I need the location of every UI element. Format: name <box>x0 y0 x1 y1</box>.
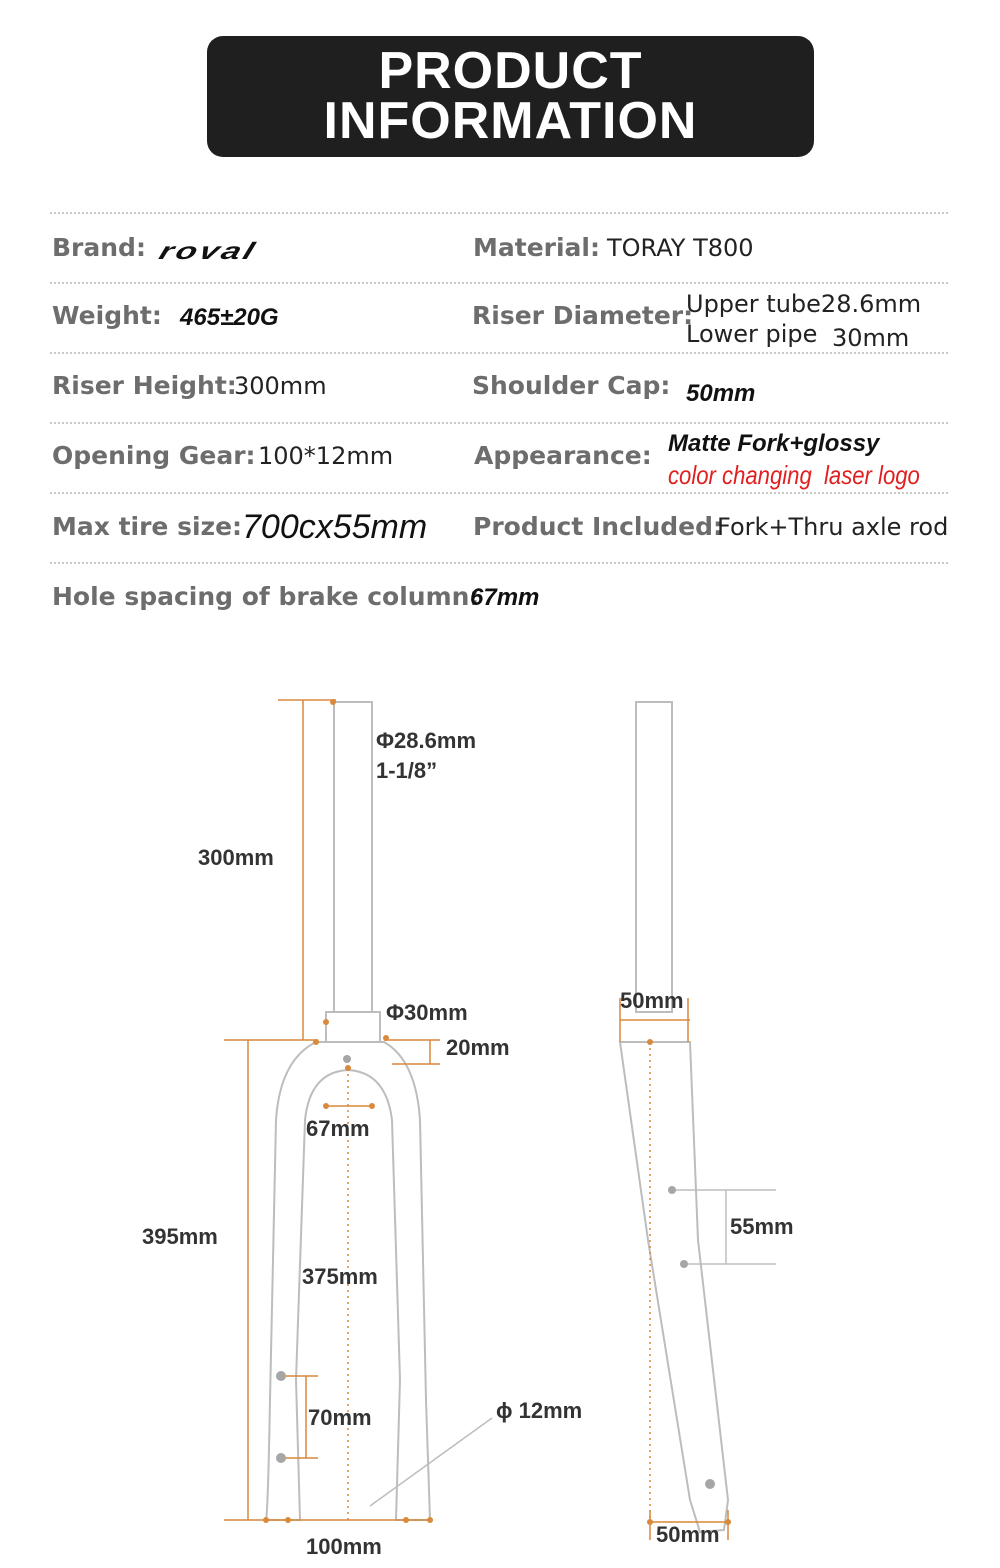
material-value: TORAY T800 <box>607 234 754 262</box>
fork-diagram <box>0 680 1000 1568</box>
opening-gear-value: 100*12mm <box>258 442 394 470</box>
label-hub-width: 100mm <box>306 1534 382 1559</box>
max-tire-label: Max tire size: <box>52 512 243 541</box>
appearance-label: Appearance: <box>474 441 652 470</box>
side-steerer-shape <box>636 702 672 1012</box>
weight-value: 465±20G <box>180 304 279 331</box>
weight-label: Weight: <box>52 301 162 330</box>
opening-gear-label: Opening Gear: <box>52 441 256 470</box>
label-side-mount: 55mm <box>730 1214 794 1239</box>
label-steerer-length: 300mm <box>198 845 274 870</box>
separator <box>50 562 948 564</box>
label-steerer-inch: 1-1/8” <box>376 758 438 783</box>
brand-label: Brand: <box>52 233 146 262</box>
label-crown-height: 20mm <box>446 1035 510 1060</box>
appearance-line2b: laser logo <box>824 460 920 490</box>
separator <box>50 282 948 284</box>
riser-diameter-lower-value: 30mm <box>832 324 910 352</box>
side-blade-shape <box>620 1042 728 1532</box>
axle-leader-line <box>370 1418 492 1506</box>
shoulder-cap-label: Shoulder Cap: <box>472 371 671 400</box>
separator <box>50 492 948 494</box>
front-steerer-shape <box>334 702 372 1012</box>
front-crown-cap-shape <box>326 1012 380 1042</box>
header-banner <box>207 36 814 157</box>
label-axle-to-crown: 375mm <box>302 1264 378 1289</box>
hole-spacing-label: Hole spacing of brake column: <box>52 582 480 611</box>
shoulder-cap-value: 50mm <box>686 380 756 407</box>
riser-height-value: 300mm <box>234 372 327 400</box>
separator <box>50 422 948 424</box>
brand-logo: roval <box>155 237 261 265</box>
header-line1: PRODUCT <box>378 42 643 100</box>
product-included-value: Fork+Thru axle rod <box>717 513 949 541</box>
label-side-top: 50mm <box>620 988 684 1013</box>
max-tire-value: 700cx55mm <box>242 508 428 546</box>
riser-diameter-label: Riser Diameter: <box>472 301 694 330</box>
label-steerer-dia: Φ28.6mm <box>376 728 476 753</box>
separator <box>50 352 948 354</box>
appearance-line2a: color changing <box>668 460 812 490</box>
header-line2: INFORMATION <box>323 92 698 150</box>
label-axle-dia: ϕ 12mm <box>496 1398 583 1423</box>
material-label: Material: <box>473 233 600 262</box>
appearance-line1: Matte Fork+glossy <box>668 430 880 457</box>
label-eyelet-spacing: 70mm <box>308 1405 372 1430</box>
label-overall-length: 395mm <box>142 1224 218 1249</box>
label-mount-spacing: 67mm <box>306 1116 370 1141</box>
hole-spacing-value: 67mm <box>470 584 540 611</box>
riser-height-label: Riser Height: <box>52 371 237 400</box>
label-side-bottom: 50mm <box>656 1522 720 1547</box>
label-crown-dia: Φ30mm <box>386 1000 468 1025</box>
separator <box>50 212 948 214</box>
riser-diameter-upper: Upper tube28.6mm <box>686 290 922 318</box>
riser-diameter-lower-text: Lower pipe <box>686 320 818 348</box>
product-included-label: Product Included: <box>473 512 724 541</box>
